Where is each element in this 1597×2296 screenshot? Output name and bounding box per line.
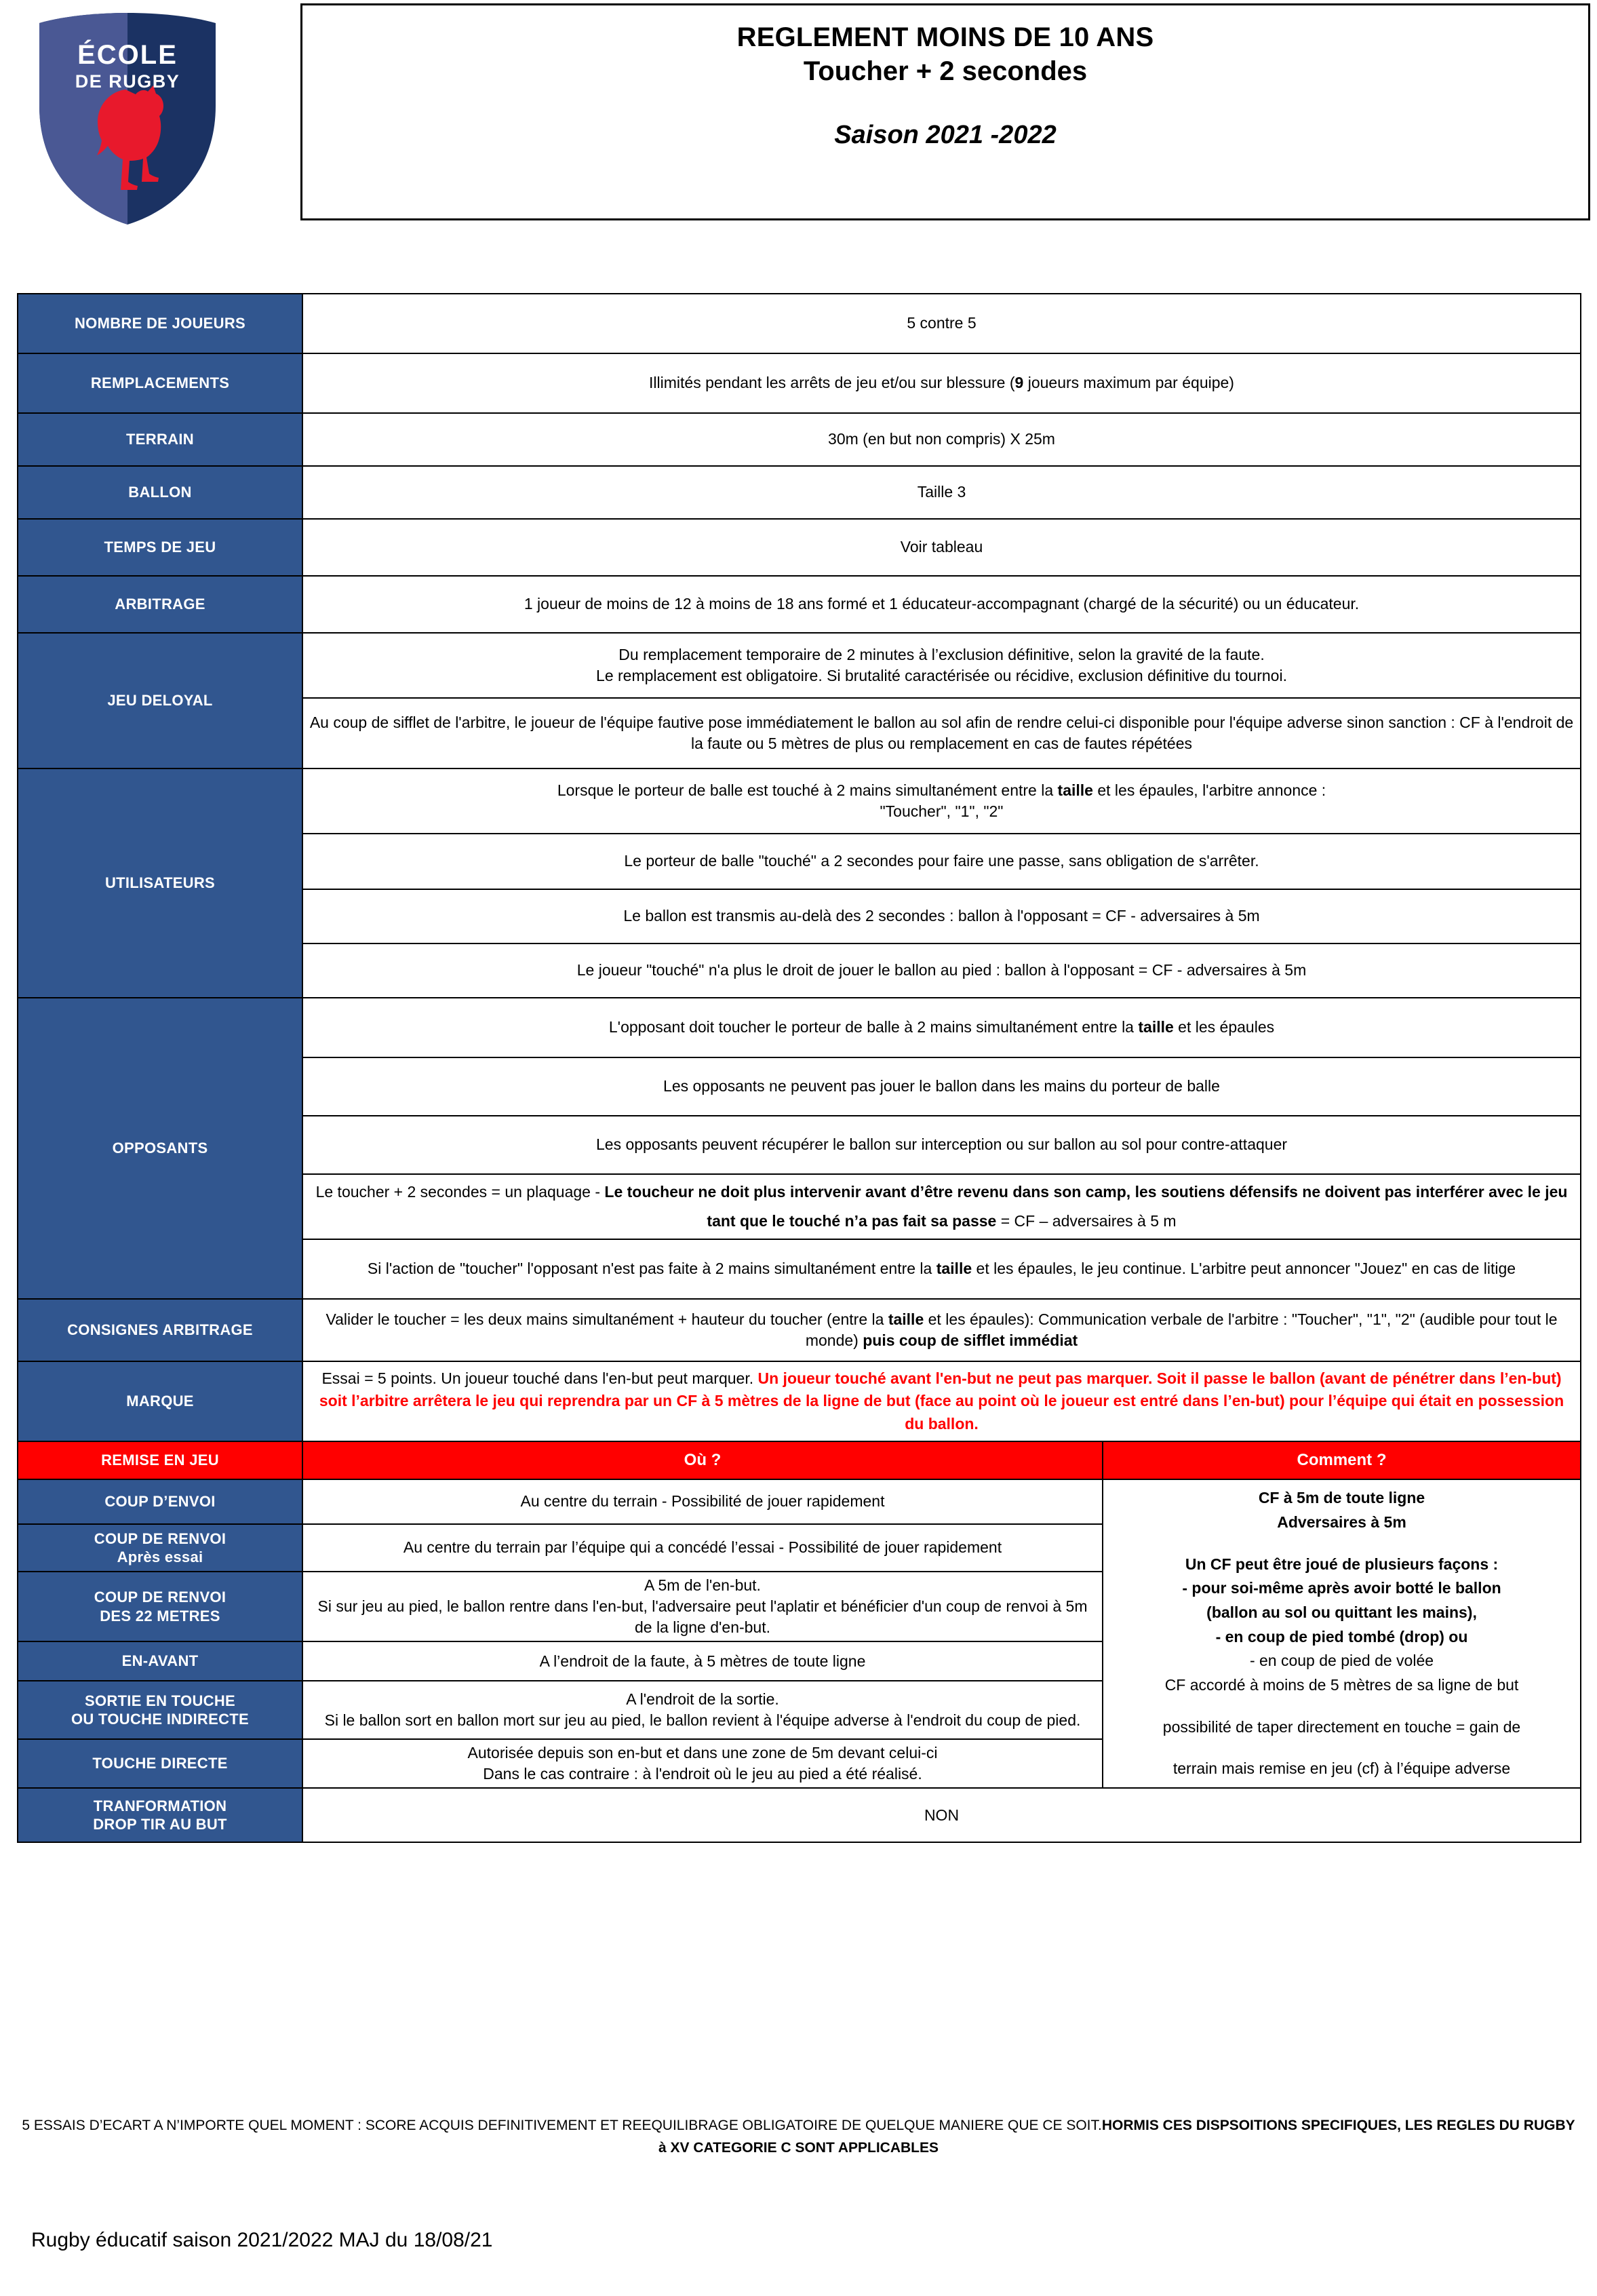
rules-table xyxy=(17,293,1581,1843)
opposants-4-post: = CF – adversaires à 5 m xyxy=(996,1212,1177,1230)
opposants-5-bold: taille xyxy=(936,1260,972,1278)
consignes-mid: et les épaules): Communication verbale de l'arbitre : "Toucher", "1", "2" (audible pour tout le monde) xyxy=(805,1310,1558,1349)
table-row xyxy=(18,519,1581,576)
jeu-deloyal-line2: Le remplacement est obligatoire. Si brutalité caractérisée ou récidive, exclusion définitive du tournoi. xyxy=(596,667,1287,684)
logo-line2-text: DE RUGBY xyxy=(75,71,180,92)
table-row xyxy=(18,1299,1581,1361)
row-value-nombre-de-joueurs: 5 contre 5 xyxy=(302,294,1581,353)
row-label-coup-de-renvoi-22-metres xyxy=(18,1572,302,1641)
row-where-tranformation-drop: NON xyxy=(302,1788,1581,1842)
row-label-tranformation-drop xyxy=(18,1788,302,1842)
opposants-5-post: et les épaules, le jeu continue. L'arbitre peut annoncer "Jouez" en cas de litige xyxy=(972,1260,1516,1278)
opposants-1-post: et les épaules xyxy=(1173,1018,1275,1036)
row-label-remise-en-jeu: REMISE EN JEU xyxy=(18,1441,302,1479)
table-row xyxy=(18,413,1581,466)
tranformation-label-line2: DROP TIR AU BUT xyxy=(93,1816,227,1833)
row-label-opposants: OPPOSANTS xyxy=(18,998,302,1299)
row-value-temps-de-jeu: Voir tableau xyxy=(302,519,1581,576)
row-label-en-avant: EN-AVANT xyxy=(18,1641,302,1681)
row-where-sortie-en-touche xyxy=(302,1681,1103,1739)
title-box xyxy=(300,3,1590,220)
row-value-ballon: Taille 3 xyxy=(302,466,1581,519)
renvoi22-label-line2: DES 22 METRES xyxy=(100,1607,220,1624)
row-label-nombre-de-joueurs: NOMBRE DE JOUEURS xyxy=(18,294,302,353)
opposants-1-pre: L'opposant doit toucher le porteur de balle à 2 mains simultanément entre la xyxy=(608,1018,1139,1036)
utilisateurs-1-line1 xyxy=(309,780,1575,801)
opposants-4-pre: Le toucher + 2 secondes = un plaquage - xyxy=(315,1183,605,1201)
row-value-jeu-deloyal-1 xyxy=(302,633,1581,698)
row-value-jeu-deloyal-2: Au coup de sifflet de l'arbitre, le joueur de l'équipe fautive pose immédiatement le ballon au sol afin de rendre celui-ci disponible pour l'équipe adverse sinon sanction : CF à l'endroit de la faute ou 5 mètres de plus ou remplacement en cas de fautes répétées xyxy=(302,698,1581,768)
table-row xyxy=(18,353,1581,413)
consignes-pre: Valider le toucher = les deux mains simultanément + hauteur du toucher (entre la xyxy=(326,1310,888,1328)
row-where-en-avant: A l’endroit de la faute, à 5 mètres de toute ligne xyxy=(302,1641,1103,1681)
remise-comment-block xyxy=(1103,1479,1581,1788)
table-row xyxy=(18,1479,1581,1524)
coup-renvoi-label-line1: COUP DE RENVOI xyxy=(94,1530,226,1547)
row-label-consignes-arbitrage: CONSIGNES ARBITRAGE xyxy=(18,1299,302,1361)
table-row xyxy=(18,998,1581,1057)
utilisateurs-1-line2: "Toucher", "1", "2" xyxy=(880,802,1004,820)
comment-line-9: possibilité de taper directement en touche = gain de xyxy=(1162,1717,1521,1736)
row-label-coup-de-renvoi-apres-essai xyxy=(18,1524,302,1572)
row-value-marque xyxy=(302,1361,1581,1441)
row-label-arbitrage: ARBITRAGE xyxy=(18,576,302,633)
touche-directe-where-line1: Autorisée depuis son en-but et dans une zone de 5m devant celui-ci xyxy=(467,1744,938,1762)
comment-spacer xyxy=(1109,1535,1575,1553)
utilisateurs-1-post: et les épaules, l'arbitre annonce : xyxy=(1092,781,1326,799)
comment-spacer-2 xyxy=(1109,1698,1575,1715)
page-header xyxy=(0,0,1597,231)
remplacements-post: joueurs maximum par équipe) xyxy=(1023,374,1234,392)
coup-renvoi-label-line2: Après essai xyxy=(117,1549,203,1565)
row-value-utilisateurs-3: Le ballon est transmis au-delà des 2 secondes : ballon à l'opposant = CF - adversaires à 5m xyxy=(302,889,1581,943)
row-value-consignes-arbitrage xyxy=(302,1299,1581,1361)
row-where-touche-directe xyxy=(302,1739,1103,1788)
tranformation-label-line1: TRANFORMATION xyxy=(93,1797,227,1814)
row-value-opposants-4 xyxy=(302,1174,1581,1239)
remise-col-header-where: Où ? xyxy=(302,1441,1103,1479)
touche-directe-where-line2: Dans le cas contraire : à l'endroit où le jeu au pied a été réalisé. xyxy=(483,1765,922,1783)
row-value-opposants-5 xyxy=(302,1239,1581,1299)
utilisateurs-1-pre: Lorsque le porteur de balle est touché à 2 mains simultanément entre la xyxy=(557,781,1058,799)
comment-line-4: - pour soi-même après avoir botté le ballon xyxy=(1182,1579,1501,1597)
logo-line1-text: ÉCOLE xyxy=(77,40,178,70)
row-label-marque: MARQUE xyxy=(18,1361,302,1441)
remise-col-header-how: Comment ? xyxy=(1103,1441,1581,1479)
sortie-touche-where-line2: Si le ballon sort en ballon mort sur jeu au pied, le ballon revient à l'équipe adverse à l'endroit du coup de pied. xyxy=(324,1711,1081,1730)
table-row xyxy=(18,1788,1581,1842)
table-row xyxy=(18,576,1581,633)
footer-note-bold: HORMIS CES DISPSOITIONS SPECIFIQUES, LES REGLES DU RUGBY à XV CATEGORIE C SONT APPLICABLES xyxy=(658,2118,1575,2156)
opposants-5-pre: Si l'action de "toucher" l'opposant n'est pas faite à 2 mains simultanément entre la xyxy=(367,1260,936,1278)
table-row-remise-header xyxy=(18,1441,1581,1479)
remplacements-bold: 9 xyxy=(1014,374,1024,392)
renvoi22-where-line2: Si sur jeu au pied, le ballon rentre dans l'en-but, l'adversaire peut l'aplatir et bénéficier d'un coup de renvoi à 5m de la ligne d'en-but. xyxy=(317,1597,1088,1637)
row-label-temps-de-jeu: TEMPS DE JEU xyxy=(18,519,302,576)
row-value-utilisateurs-1 xyxy=(302,768,1581,834)
row-value-opposants-1 xyxy=(302,998,1581,1057)
row-where-coup-d-envoi: Au centre du terrain - Possibilité de jouer rapidement xyxy=(302,1479,1103,1524)
utilisateurs-1-bold: taille xyxy=(1057,781,1093,799)
footer-maj: Rugby éducatif saison 2021/2022 MAJ du 18/08/21 xyxy=(31,2229,493,2251)
comment-line-7: - en coup de pied de volée xyxy=(1249,1652,1434,1670)
consignes-bold: taille xyxy=(888,1310,924,1328)
footer-note xyxy=(17,2115,1580,2159)
comment-line-2: Adversaires à 5m xyxy=(1277,1513,1406,1532)
row-value-terrain: 30m (en but non compris) X 25m xyxy=(302,413,1581,466)
row-label-terrain: TERRAIN xyxy=(18,413,302,466)
footer-note-plain: 5 ESSAIS D’ECART A N’IMPORTE QUEL MOMENT : SCORE ACQUIS DEFINITIVEMENT ET REEQUILIBRAGE OBLIGATOIRE DE QUELQUE MANIERE QUE CE SOIT. xyxy=(22,2118,1102,2133)
comment-line-10: terrain mais remise en jeu (cf) à l’équipe adverse xyxy=(1172,1759,1511,1778)
ecole-de-rugby-logo xyxy=(26,4,229,228)
row-value-remplacements xyxy=(302,353,1581,413)
comment-line-3: Un CF peut être joué de plusieurs façons : xyxy=(1185,1555,1499,1573)
sortie-touche-label-line1: SORTIE EN TOUCHE xyxy=(85,1692,235,1709)
row-value-opposants-2: Les opposants ne peuvent pas jouer le ballon dans les mains du porteur de balle xyxy=(302,1057,1581,1116)
row-value-utilisateurs-4: Le joueur "touché" n'a plus le droit de jouer le ballon au pied : ballon à l'opposant = CF - adversaires à 5m xyxy=(302,943,1581,998)
renvoi22-where-line1: A 5m de l'en-but. xyxy=(644,1576,761,1594)
document-title-line2: Toucher + 2 secondes xyxy=(803,56,1088,86)
document-title-line1: REGLEMENT MOINS DE 10 ANS xyxy=(736,22,1154,52)
marque-red-warning: Un joueur touché avant l'en-but ne peut pas marquer. Soit il passe le ballon (avant de pénétrer dans l’en-but) soit l’arbitre arrêtera le jeu qui reprendra par un CF à 5 mètres de la ligne de but (face au point où le joueur est entré dans l’en-but) pour l’équipe qui était en possession du ballon. xyxy=(319,1369,1564,1433)
row-where-coup-de-renvoi-22-metres xyxy=(302,1572,1103,1641)
consignes-bold2: puis coup de sifflet immédiat xyxy=(863,1331,1078,1349)
row-label-sortie-en-touche xyxy=(18,1681,302,1739)
row-value-utilisateurs-2: Le porteur de balle "touché" a 2 secondes pour faire une passe, sans obligation de s'arrêter. xyxy=(302,834,1581,889)
comment-line-6: - en coup de pied tombé (drop) ou xyxy=(1215,1627,1468,1646)
row-label-jeu-deloyal: JEU DELOYAL xyxy=(18,633,302,768)
renvoi22-label-line1: COUP DE RENVOI xyxy=(94,1589,226,1606)
opposants-1-bold: taille xyxy=(1138,1018,1174,1036)
marque-pre: Essai = 5 points. Un joueur touché dans l'en-but peut marquer. xyxy=(321,1369,758,1387)
row-value-arbitrage: 1 joueur de moins de 12 à moins de 18 ans formé et 1 éducateur-accompagnant (chargé de la sécurité) ou un éducateur. xyxy=(302,576,1581,633)
comment-spacer-3 xyxy=(1109,1739,1575,1757)
table-row xyxy=(18,1361,1581,1441)
row-where-coup-de-renvoi-apres-essai: Au centre du terrain par l’équipe qui a concédé l’essai - Possibilité de jouer rapidement xyxy=(302,1524,1103,1572)
remplacements-pre: Illimités pendant les arrêts de jeu et/ou sur blessure ( xyxy=(649,374,1015,392)
row-label-remplacements: REMPLACEMENTS xyxy=(18,353,302,413)
comment-line-5: (ballon au sol ou quittant les mains), xyxy=(1206,1603,1477,1621)
sortie-touche-where-line1: A l'endroit de la sortie. xyxy=(626,1690,779,1709)
row-value-opposants-3: Les opposants peuvent récupérer le ballon sur interception ou sur ballon au sol pour contre-attaquer xyxy=(302,1116,1581,1174)
row-label-utilisateurs: UTILISATEURS xyxy=(18,768,302,998)
jeu-deloyal-line1: Du remplacement temporaire de 2 minutes à l’exclusion définitive, selon la gravité de la faute. xyxy=(618,645,1265,663)
row-label-touche-directe: TOUCHE DIRECTE xyxy=(18,1739,302,1788)
row-label-coup-d-envoi: COUP D’ENVOI xyxy=(18,1479,302,1524)
table-row xyxy=(18,294,1581,353)
opposants-4-bold: Le toucheur ne doit plus intervenir avant d’être revenu dans son camp, les soutiens défensifs ne doivent pas interférer avec le jeu tant que le touché n’a pas fait sa passe xyxy=(604,1183,1568,1230)
sortie-touche-label-line2: OU TOUCHE INDIRECTE xyxy=(71,1711,249,1728)
table-row xyxy=(18,466,1581,519)
comment-line-8: CF accordé à moins de 5 mètres de sa ligne de but xyxy=(1164,1675,1519,1694)
table-row xyxy=(18,768,1581,834)
comment-line-1: CF à 5m de toute ligne xyxy=(1258,1489,1425,1507)
table-row xyxy=(18,633,1581,698)
rules-sheet xyxy=(17,293,1580,1843)
document-season: Saison 2021 -2022 xyxy=(834,121,1057,149)
row-label-ballon: BALLON xyxy=(18,466,302,519)
